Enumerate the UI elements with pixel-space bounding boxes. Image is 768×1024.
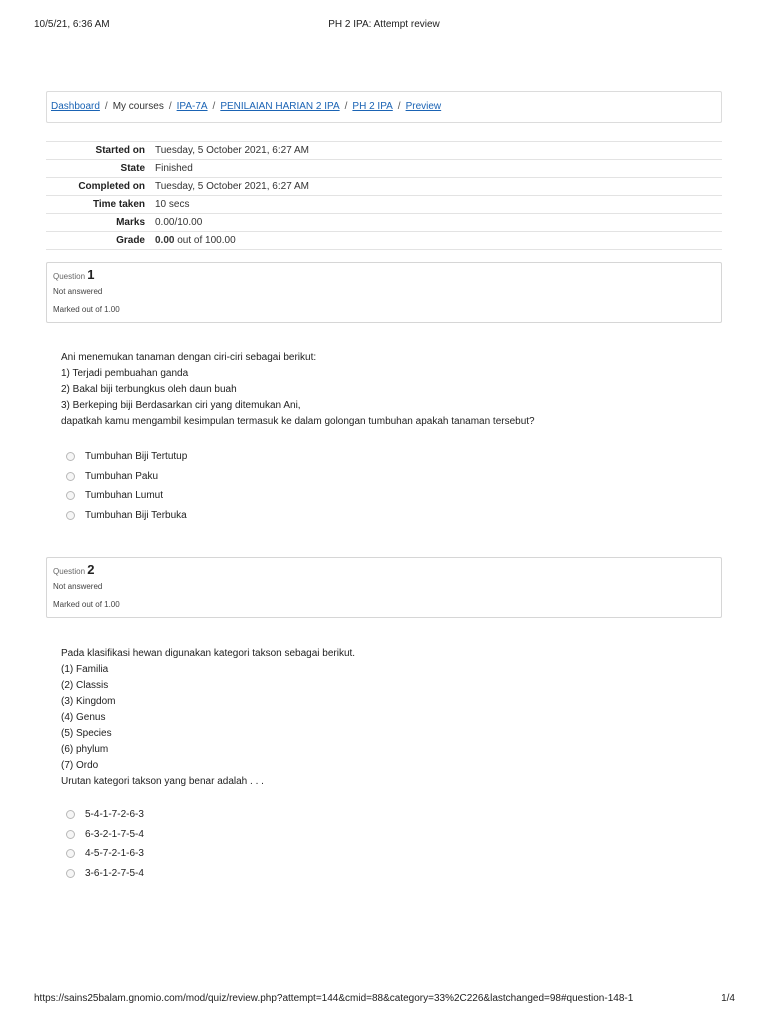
breadcrumb-separator: / — [344, 101, 348, 112]
question-1-info — [46, 262, 722, 323]
question-marked-out-of: Marked out of 1.00 — [53, 305, 120, 314]
question-2-text — [61, 646, 355, 790]
attempt-summary-table — [46, 141, 722, 250]
radio-button[interactable] — [66, 830, 75, 839]
summary-value: Tuesday, 5 October 2021, 6:27 AM — [155, 145, 309, 156]
radio-button[interactable] — [66, 472, 75, 481]
answer-label: Tumbuhan Biji Terbuka — [85, 509, 187, 521]
question-number-value: 2 — [87, 562, 95, 577]
print-footer — [0, 993, 768, 1007]
print-header — [0, 19, 768, 33]
question-text-line: dapatkah kamu mengambil kesimpulan termasuk ke dalam golongan tumbuhan apakah tanaman tersebut? — [61, 416, 535, 427]
answer-label: Tumbuhan Biji Tertutup — [85, 451, 188, 463]
summary-row-completed — [46, 178, 722, 196]
question-text-line: (3) Kingdom — [61, 696, 116, 707]
question-state: Not answered — [53, 287, 103, 296]
question-text-line: 3) Berkeping biji Berdasarkan ciri yang ditemukan Ani, — [61, 400, 301, 411]
question-text-line: (6) phylum — [61, 744, 109, 755]
breadcrumb-section-link[interactable]: PENILAIAN HARIAN 2 IPA — [220, 101, 340, 112]
question-state: Not answered — [53, 582, 103, 591]
answer-label: Tumbuhan Paku — [85, 470, 159, 482]
question-text-line: Urutan kategori takson yang benar adalah . . . — [61, 776, 264, 787]
radio-button[interactable] — [66, 869, 75, 878]
summary-value — [150, 232, 722, 250]
summary-value: 10 secs — [155, 199, 190, 210]
summary-label: Grade — [116, 235, 145, 246]
question-2-answers — [66, 805, 144, 883]
summary-row-grade — [46, 232, 722, 250]
breadcrumb-preview-link[interactable]: Preview — [405, 101, 442, 112]
answer-option[interactable] — [66, 467, 187, 487]
question-2-info — [46, 557, 722, 618]
question-1-text — [61, 350, 535, 430]
answer-option[interactable] — [66, 805, 144, 825]
answer-option[interactable] — [66, 506, 187, 526]
radio-button[interactable] — [66, 511, 75, 520]
summary-row-started — [46, 142, 722, 160]
question-text-line: (7) Ordo — [61, 760, 99, 771]
question-number-value: 1 — [87, 267, 95, 282]
breadcrumb-my-courses: My courses — [112, 101, 164, 112]
answer-label: 6-3-2-1-7-5-4 — [85, 828, 144, 840]
question-text-line: 2) Bakal biji terbungkus oleh daun buah — [61, 384, 237, 395]
question-1-answers — [66, 447, 187, 525]
breadcrumb-separator: / — [212, 101, 216, 112]
breadcrumb-separator: / — [104, 101, 108, 112]
summary-label: Time taken — [92, 199, 145, 210]
radio-button[interactable] — [66, 452, 75, 461]
radio-button[interactable] — [66, 491, 75, 500]
breadcrumb-dashboard-link[interactable]: Dashboard — [51, 101, 100, 112]
radio-button[interactable] — [66, 810, 75, 819]
print-datetime: 10/5/21, 6:36 AM — [34, 19, 110, 30]
summary-label: Completed on — [78, 181, 145, 192]
summary-label: Marks — [116, 217, 145, 228]
print-title: PH 2 IPA: Attempt review — [328, 19, 440, 30]
answer-label: 3-6-1-2-7-5-4 — [85, 867, 144, 879]
question-text-line: (2) Classis — [61, 680, 109, 691]
question-text-line: 1) Terjadi pembuahan ganda — [61, 368, 189, 379]
summary-label: Started on — [95, 145, 145, 156]
breadcrumb-course-link[interactable]: IPA-7A — [176, 101, 208, 112]
breadcrumb-quiz-link[interactable]: PH 2 IPA — [352, 101, 393, 112]
summary-label: State — [120, 163, 145, 174]
answer-label: 4-5-7-2-1-6-3 — [85, 848, 144, 860]
summary-value: Tuesday, 5 October 2021, 6:27 AM — [155, 181, 309, 192]
question-text-line: Ani menemukan tanaman dengan ciri-ciri sebagai berikut: — [61, 352, 317, 363]
question-text-line: (1) Familia — [61, 664, 109, 675]
answer-option[interactable] — [66, 864, 144, 884]
summary-value: 0.00/10.00 — [155, 217, 203, 228]
summary-value: Finished — [155, 163, 193, 174]
grade-out-of: out of 100.00 — [174, 235, 236, 246]
breadcrumb — [46, 91, 722, 123]
answer-option[interactable] — [66, 844, 144, 864]
breadcrumb-separator: / — [168, 101, 172, 112]
breadcrumb-separator: / — [397, 101, 401, 112]
question-marked-out-of: Marked out of 1.00 — [53, 600, 120, 609]
answer-option[interactable] — [66, 447, 187, 467]
question-number: Question 2 — [53, 562, 95, 577]
summary-row-marks — [46, 214, 722, 232]
summary-row-time-taken — [46, 196, 722, 214]
answer-option[interactable] — [66, 486, 187, 506]
question-text-line: (4) Genus — [61, 712, 106, 723]
answer-label: Tumbuhan Lumut — [85, 490, 164, 502]
print-url: https://sains25balam.gnomio.com/mod/quiz/review.php?attempt=144&cmid=88&category=33%2C226&lastchanged=98#question-148-1 — [34, 993, 634, 1004]
question-number: Question 1 — [53, 267, 95, 282]
grade-score: 0.00 — [155, 235, 175, 246]
summary-row-state — [46, 160, 722, 178]
radio-button[interactable] — [66, 849, 75, 858]
answer-label: 5-4-1-7-2-6-3 — [85, 809, 144, 821]
question-text-line: (5) Species — [61, 728, 112, 739]
question-text-line: Pada klasifikasi hewan digunakan kategori takson sebagai berikut. — [61, 648, 356, 659]
answer-option[interactable] — [66, 825, 144, 845]
print-page-number: 1/4 — [721, 993, 735, 1004]
